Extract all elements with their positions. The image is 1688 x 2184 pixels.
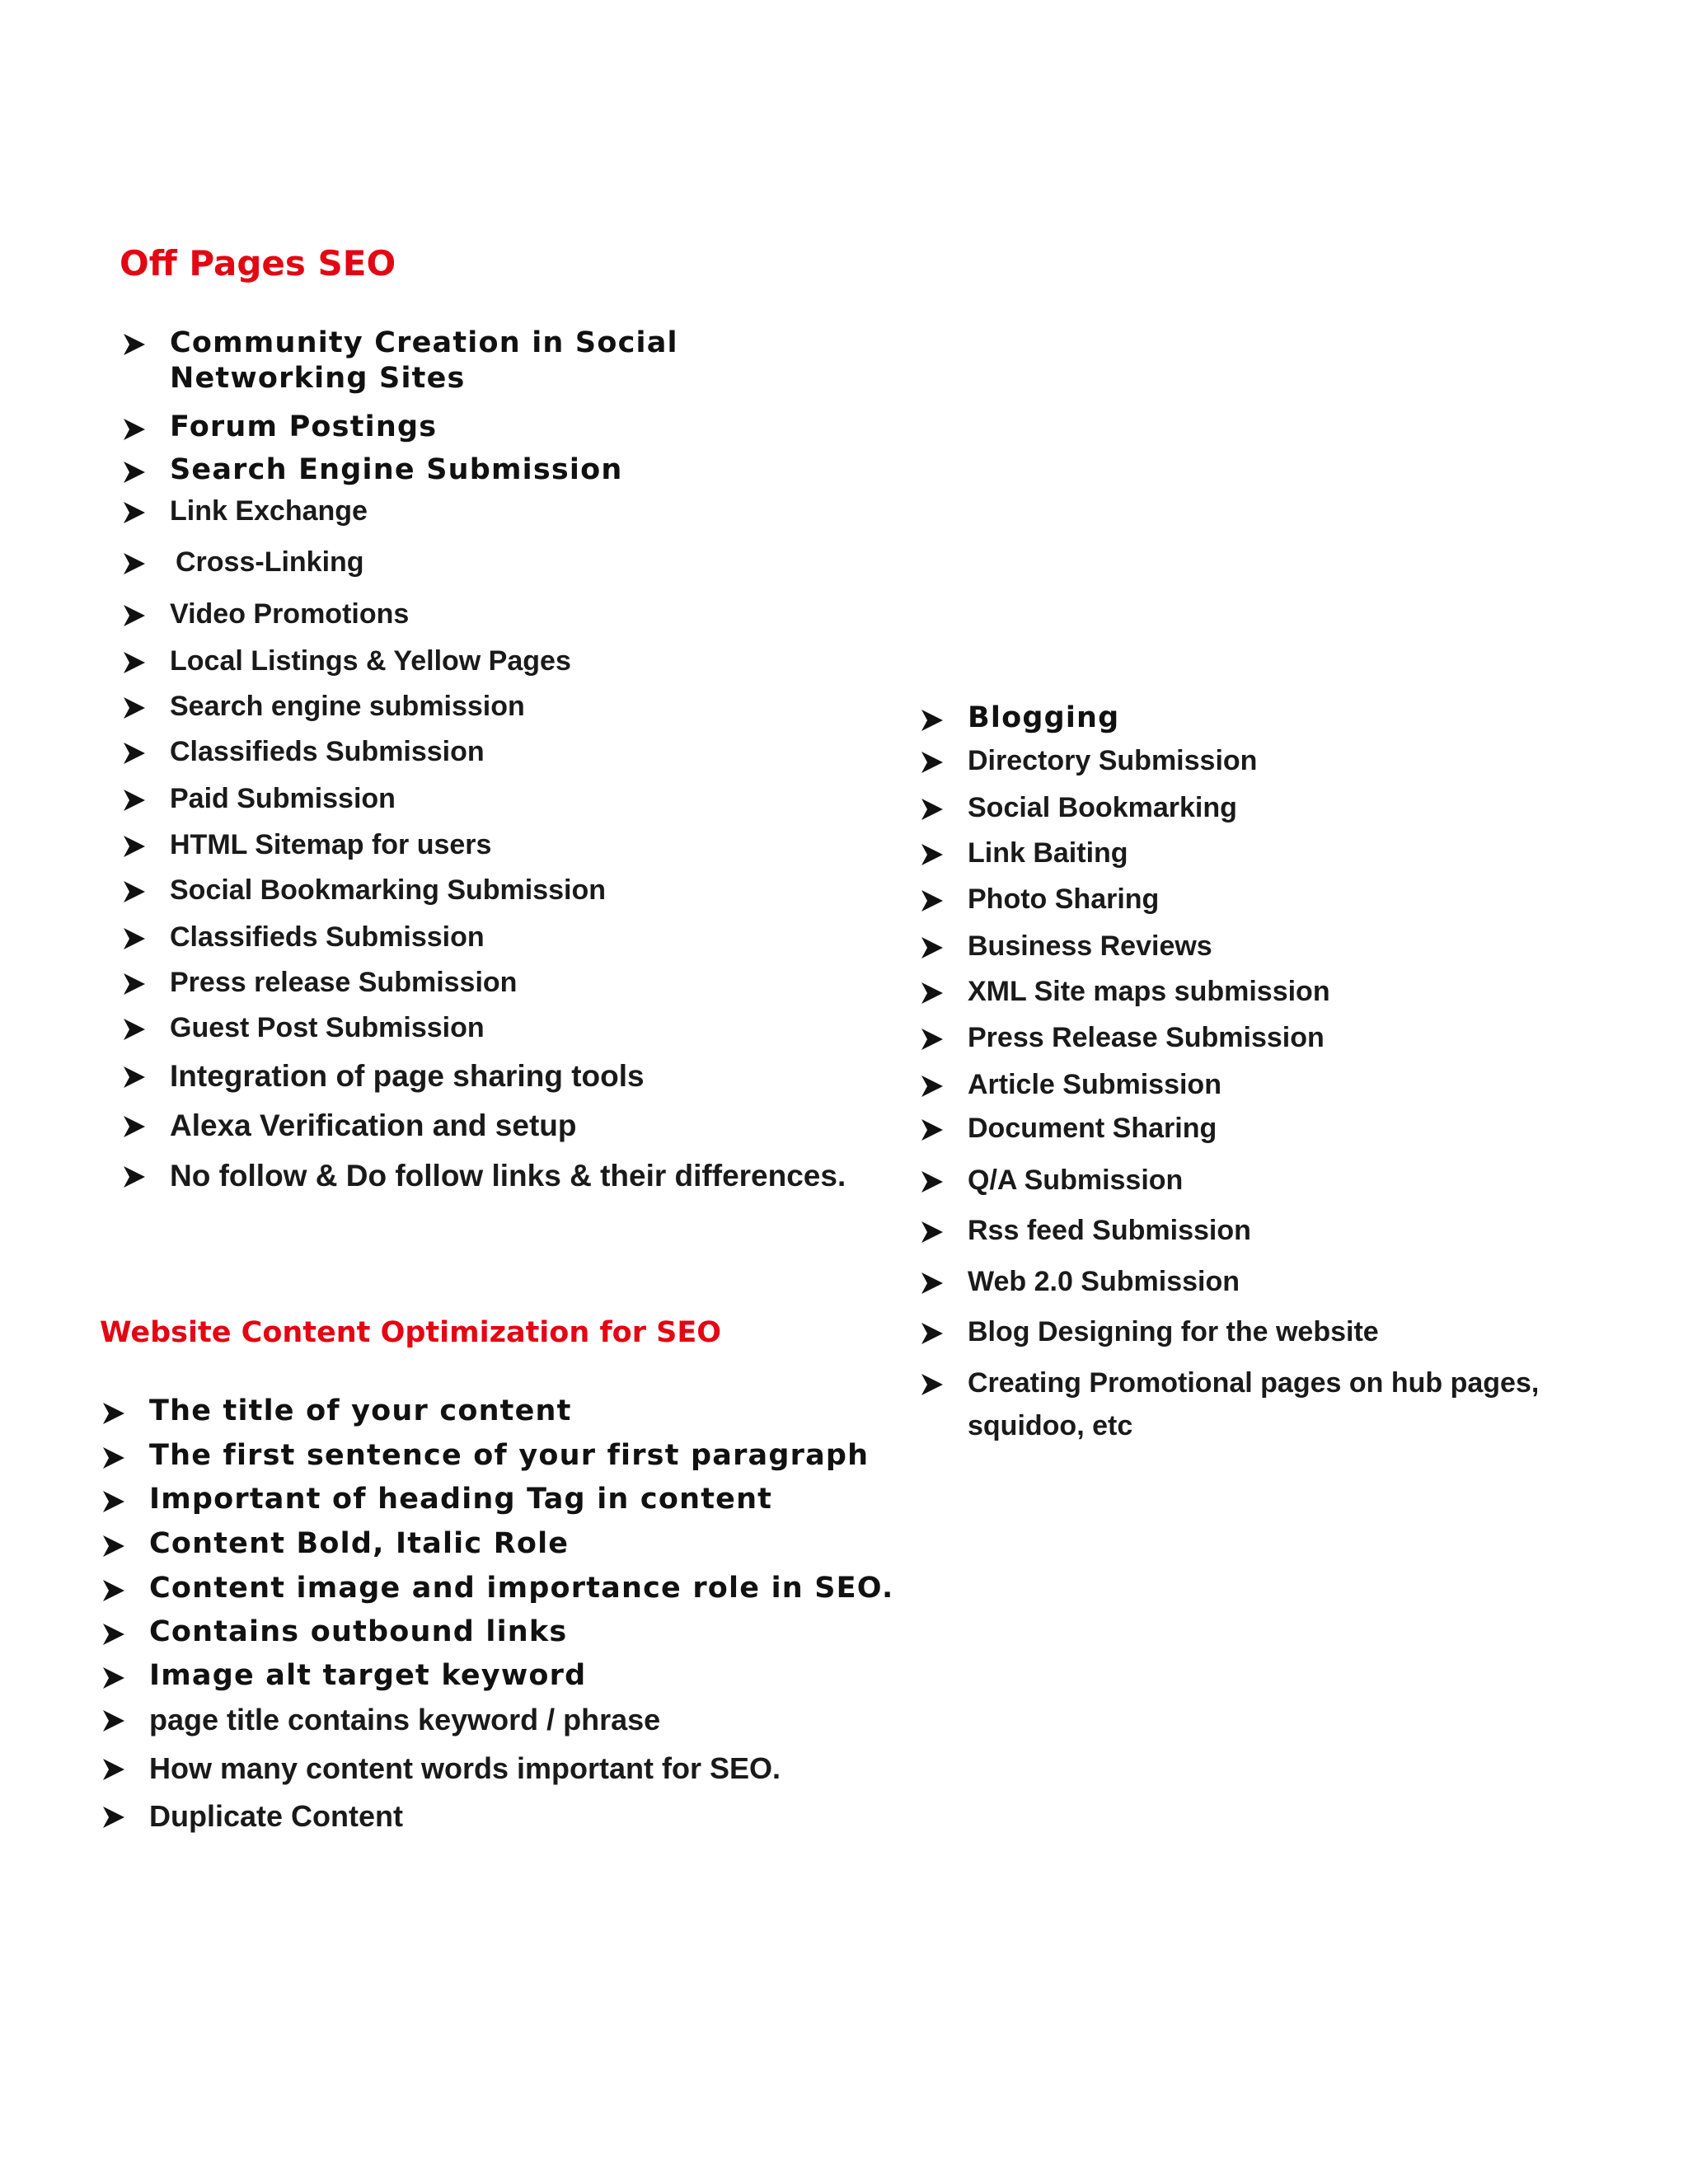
arrow-bullet-icon — [122, 650, 147, 675]
arrow-bullet-icon — [122, 332, 147, 357]
arrow-bullet-icon — [122, 417, 147, 442]
arrow-bullet-icon — [101, 1666, 126, 1690]
arrow-bullet-icon — [122, 834, 147, 859]
arrow-bullet-icon — [920, 1321, 945, 1346]
arrow-bullet-icon — [122, 500, 147, 525]
arrow-bullet-icon — [101, 1578, 126, 1603]
item-label: Rss feed Submission — [968, 1215, 1251, 1246]
item-label: Photo Sharing — [968, 883, 1160, 915]
item-label: Link Baiting — [968, 837, 1128, 869]
item-label: Directory Submission — [968, 745, 1258, 776]
item-label: Blogging — [968, 701, 1120, 734]
arrow-bullet-icon — [920, 1169, 945, 1194]
item-label: Forum Postings — [170, 410, 438, 443]
arrow-bullet-icon — [122, 1065, 147, 1090]
arrow-bullet-icon — [920, 981, 945, 1005]
arrow-bullet-icon — [122, 926, 147, 951]
item-label: No follow & Do follow links & their differences. — [170, 1159, 846, 1193]
item-label: Q/A Submission — [968, 1165, 1184, 1196]
arrow-bullet-icon — [920, 842, 945, 867]
arrow-bullet-icon — [920, 1220, 945, 1244]
arrow-bullet-icon — [101, 1401, 126, 1426]
item-label: Search engine submission — [170, 691, 525, 722]
arrow-bullet-icon — [920, 708, 945, 733]
item-label: Cross-Linking — [176, 546, 364, 578]
item-label: Press Release Submission — [968, 1022, 1325, 1053]
item-label: Image alt target keyword — [149, 1659, 587, 1692]
item-label: Important of heading Tag in content — [149, 1483, 773, 1516]
item-label: Paid Submission — [170, 783, 396, 814]
item-label: Link Exchange — [170, 495, 368, 527]
item-label: Community Creation in Social Networking Sites — [170, 326, 678, 395]
item-label: Social Bookmarking — [968, 792, 1237, 823]
item-label: How many content words important for SEO. — [149, 1751, 781, 1785]
arrow-bullet-icon — [920, 1372, 945, 1397]
arrow-bullet-icon — [101, 1805, 126, 1830]
item-label: Duplicate Content — [149, 1799, 404, 1833]
item-label: The title of your content — [149, 1394, 572, 1427]
arrow-bullet-icon — [122, 603, 147, 628]
item-label: Guest Post Submission — [170, 1012, 485, 1043]
arrow-bullet-icon — [122, 1165, 147, 1189]
arrow-bullet-icon — [920, 888, 945, 913]
arrow-bullet-icon — [101, 1708, 126, 1733]
arrow-bullet-icon — [101, 1534, 126, 1558]
arrow-bullet-icon — [920, 935, 945, 960]
arrow-bullet-icon — [122, 1017, 147, 1042]
item-label: Video Promotions — [170, 598, 410, 630]
arrow-bullet-icon — [122, 879, 147, 904]
arrow-bullet-icon — [920, 797, 945, 822]
arrow-bullet-icon — [920, 1027, 945, 1052]
arrow-bullet-icon — [920, 1074, 945, 1099]
item-label: Document Sharing — [968, 1113, 1217, 1144]
item-label: XML Site maps submission — [968, 976, 1330, 1007]
arrow-bullet-icon — [101, 1622, 126, 1647]
item-label: page title contains keyword / phrase — [149, 1703, 661, 1736]
item-label: Business Reviews — [968, 930, 1212, 962]
arrow-bullet-icon — [122, 696, 147, 720]
item-label: Classifieds Submission — [170, 921, 485, 953]
item-label: Contains outbound links — [149, 1615, 568, 1648]
arrow-bullet-icon — [122, 741, 147, 766]
item-label: Content Bold, Italic Role — [149, 1527, 570, 1560]
item-label: Blog Designing for the website — [968, 1316, 1379, 1347]
item-label: Press release Submission — [170, 967, 518, 998]
item-label: Integration of page sharing tools — [170, 1059, 645, 1093]
arrow-bullet-icon — [101, 1757, 126, 1782]
item-label: The first sentence of your first paragraph — [149, 1439, 870, 1472]
arrow-bullet-icon — [101, 1489, 126, 1514]
item-label: Web 2.0 Submission — [968, 1266, 1240, 1297]
content-optimization-heading: Website Content Optimization for SEO — [100, 1316, 722, 1349]
arrow-bullet-icon — [101, 1446, 126, 1470]
item-label: Content image and importance role in SEO. — [149, 1572, 894, 1605]
arrow-bullet-icon — [920, 750, 945, 775]
arrow-bullet-icon — [122, 972, 147, 996]
item-label: Creating Promotional pages on hub pages, squidoo, etc — [968, 1367, 1540, 1441]
item-label: Alexa Verification and setup — [170, 1108, 577, 1142]
item-label: Article Submission — [968, 1069, 1221, 1100]
off-page-seo-heading: Off Pages SEO — [120, 243, 396, 284]
item-label: Local Listings & Yellow Pages — [170, 645, 571, 677]
arrow-bullet-icon — [920, 1271, 945, 1296]
arrow-bullet-icon — [122, 460, 147, 485]
item-label: HTML Sitemap for users — [170, 829, 492, 860]
item-label: Search Engine Submission — [170, 453, 623, 486]
arrow-bullet-icon — [122, 788, 147, 813]
arrow-bullet-icon — [920, 1118, 945, 1142]
arrow-bullet-icon — [122, 551, 147, 576]
item-label: Social Bookmarking Submission — [170, 874, 607, 906]
item-label: Classifieds Submission — [170, 736, 485, 767]
arrow-bullet-icon — [122, 1114, 147, 1139]
